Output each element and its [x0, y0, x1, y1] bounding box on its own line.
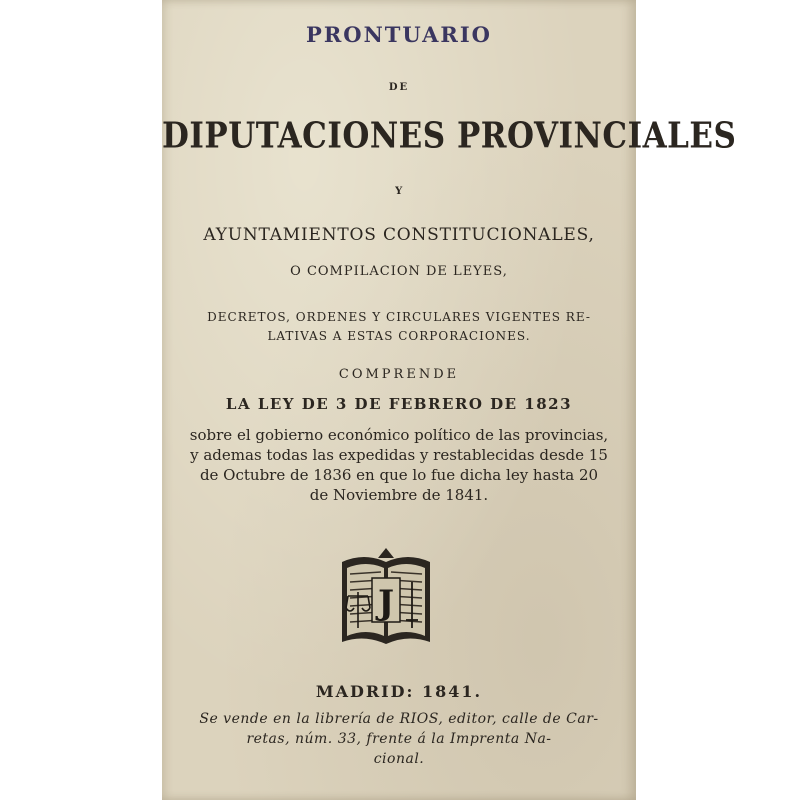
law-heading: LA LEY DE 3 DE FEBRERO DE 1823	[225, 395, 573, 413]
compilation-line: O COMPILACION DE LEYES,	[290, 264, 508, 279]
main-title: DIPUTACIONES PROVINCIALES	[162, 115, 737, 157]
sale-line-1: Se vende en la librería de RIOS, editor, calle de Car-	[199, 711, 599, 727]
connector-y: Y	[395, 186, 403, 197]
imprint-place: MADRID: 1841.	[315, 682, 483, 701]
connector-de: DE	[388, 82, 410, 93]
sale-line-2: retas, núm. 33, frente á la Imprenta Na-	[246, 731, 552, 747]
summary-line-4: de Noviembre de 1841.	[309, 486, 489, 504]
decrees-line-1: DECRETOS, ORDENES Y CIRCULARES VIGENTES RE-	[207, 310, 591, 324]
subtitle: AYUNTAMIENTOS CONSTITUCIONALES,	[203, 225, 595, 245]
title-page	[162, 0, 737, 800]
page-title: PRONTUARIO	[306, 22, 492, 47]
emblem-letter: J	[377, 583, 395, 623]
decrees-line-2: LATIVAS A ESTAS CORPORACIONES.	[267, 329, 531, 343]
comprende-heading: COMPRENDE	[338, 367, 460, 382]
sale-line-3: cional.	[373, 751, 425, 767]
summary-line-3: de Octubre de 1836 en que lo fue dicha ley hasta 20	[199, 466, 599, 484]
justice-scales-book-emblem-icon	[338, 548, 434, 652]
summary-line-1: sobre el gobierno económico político de las provincias,	[189, 426, 609, 444]
summary-line-2: y ademas todas las expedidas y restablecidas desde 15	[190, 446, 608, 464]
